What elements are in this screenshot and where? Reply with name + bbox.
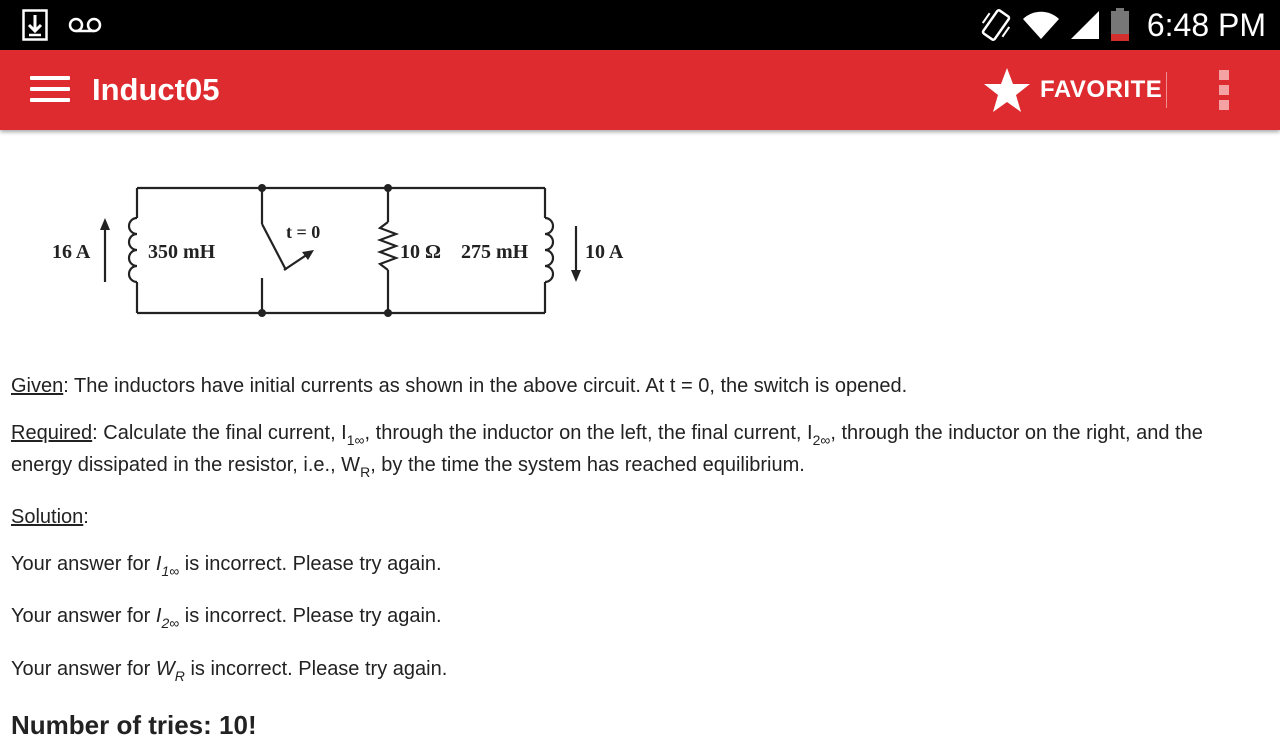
subscript: 2∞ <box>161 615 180 631</box>
battery-icon <box>1109 8 1131 42</box>
feedback-text: Your answer for <box>11 658 156 680</box>
favorite-label: FAVORITE <box>1040 76 1163 103</box>
feedback-text: is incorrect. Please try again. <box>179 605 442 627</box>
given-text: : The inductors have initial currents as shown in the above circuit. At t = 0, the switch is opened. <box>63 375 908 397</box>
favorite-button[interactable] <box>982 64 1162 116</box>
feedback-message <box>11 653 1261 685</box>
feedback-text: Your answer for <box>11 553 156 575</box>
status-bar <box>0 0 1280 50</box>
download-icon <box>22 9 48 41</box>
feedback-text: is incorrect. Please try again. <box>179 553 442 575</box>
signal-icon <box>1069 9 1101 41</box>
feedback-variable: I <box>155 605 162 627</box>
subscript: 1∞ <box>161 563 180 579</box>
label-left-inductor: 350 mH <box>148 241 216 263</box>
subscript: R <box>360 464 371 480</box>
menu-icon-bar <box>30 76 70 80</box>
solution-colon: : <box>83 506 89 528</box>
voicemail-icon <box>68 16 102 34</box>
subscript: R <box>174 668 185 684</box>
required-text: , through the inductor on the left, the final current, I <box>364 422 813 444</box>
subscript: 1∞ <box>346 432 365 448</box>
page-title: Induct05 <box>92 72 220 107</box>
required-text: , through the inductor on the right, and the energy dissipated in the resistor, i.e., W <box>11 422 1203 476</box>
overflow-dot <box>1219 70 1229 80</box>
wifi-icon <box>1021 9 1061 41</box>
label-resistor: 10 Ω <box>400 241 442 263</box>
overflow-menu-button[interactable] <box>1210 68 1238 112</box>
required-label: Required <box>11 422 93 444</box>
tries-count-text: Number of tries: 10! <box>11 710 257 740</box>
toolbar-divider <box>1166 72 1167 108</box>
menu-icon-bar <box>30 98 70 102</box>
required-paragraph <box>11 417 1261 481</box>
solution-label: Solution <box>11 506 84 528</box>
label-right-inductor: 275 mH <box>461 241 529 263</box>
menu-button[interactable] <box>30 76 70 106</box>
feedback-text: Your answer for <box>11 605 156 627</box>
label-right-current: 10 A <box>585 241 624 263</box>
required-text: , by the time the system has reached equilibrium. <box>370 454 805 476</box>
feedback-message <box>11 548 1261 580</box>
given-paragraph <box>11 370 1261 402</box>
feedback-text: is incorrect. Please try again. <box>184 658 448 680</box>
solution-heading <box>11 501 1261 533</box>
feedback-message <box>11 600 1261 632</box>
circuit-diagram <box>40 172 660 332</box>
app-bar <box>0 50 1280 130</box>
subscript: 2∞ <box>812 432 831 448</box>
status-time: 6:48 PM <box>1146 7 1266 43</box>
star-icon <box>982 66 1032 114</box>
overflow-dot <box>1219 100 1229 110</box>
label-switch-time: t = 0 <box>286 222 321 242</box>
label-left-current: 16 A <box>52 241 91 263</box>
required-text: : Calculate the final current, I <box>92 422 347 444</box>
given-label: Given <box>11 375 64 397</box>
feedback-variable: I <box>155 553 162 575</box>
content-area[interactable] <box>0 130 1280 740</box>
overflow-dot <box>1219 85 1229 95</box>
feedback-variable: W <box>155 658 175 680</box>
vibrate-icon <box>979 7 1013 43</box>
menu-icon-bar <box>30 87 70 91</box>
